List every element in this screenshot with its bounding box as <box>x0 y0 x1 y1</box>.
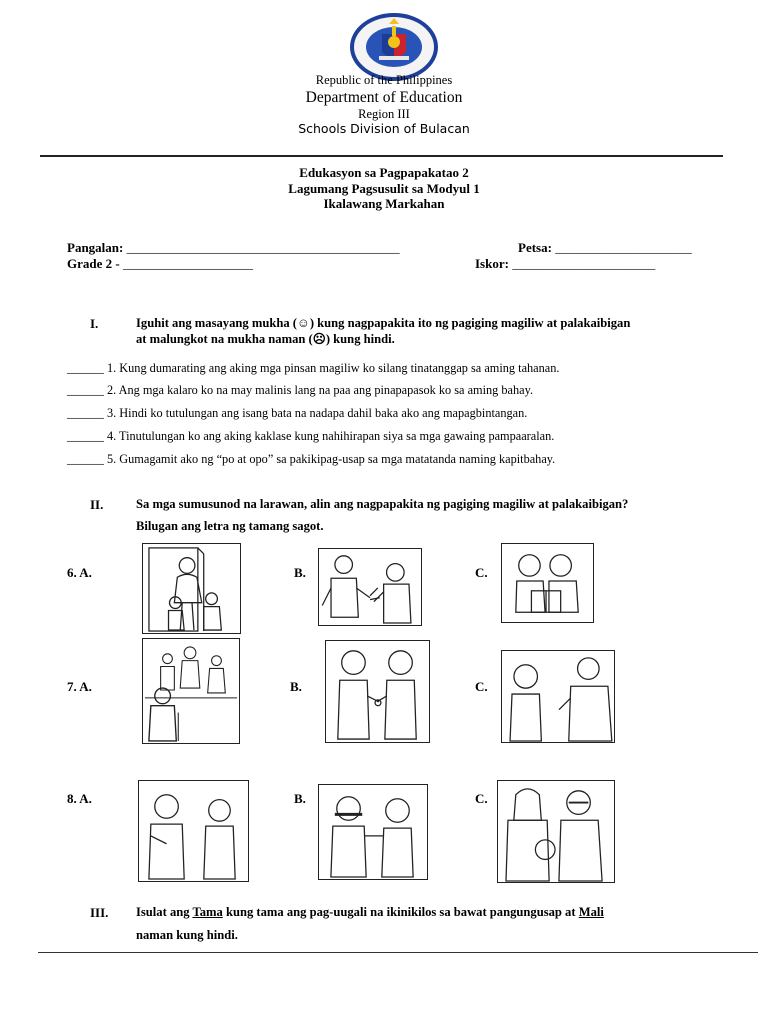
score-label: Iskor: <box>475 256 509 271</box>
footer-divider <box>38 952 758 953</box>
quarter-title: Ikalawang Markahan <box>323 196 445 211</box>
q8-label-b[interactable]: B. <box>294 791 306 806</box>
q6-picture-b <box>318 548 422 626</box>
part3-instruction-1 <box>136 905 604 920</box>
part2-instruction-2: Bilugan ang letra ng tamang sagot. <box>136 519 324 533</box>
q8-picture-a <box>138 780 249 882</box>
q7-picture-b <box>325 640 430 743</box>
part3-instruction-2: naman kung hindi. <box>136 928 238 942</box>
list-item <box>67 406 527 421</box>
q6-label-c[interactable]: C. <box>475 565 488 580</box>
q8-label-a[interactable]: 8. A. <box>67 791 92 806</box>
part3-tama: Tama <box>192 905 223 919</box>
part3-numeral: III. <box>90 905 109 920</box>
item-text: 5. Gumagamit ako ng “po at opo” sa pakikipag-usap sa mga matatanda naming kapitbahay. <box>106 452 556 466</box>
q7-picture-c <box>501 650 615 743</box>
answer-blank[interactable]: ______ <box>67 361 104 375</box>
part1-numeral: I. <box>90 316 99 331</box>
q7-label-c[interactable]: C. <box>475 679 488 694</box>
header-department: Department of Education <box>305 89 463 106</box>
name-label: Pangalan: <box>67 240 124 255</box>
grade-label: Grade 2 - <box>67 256 120 271</box>
part1-instruction-2: at malungkot na mukha naman (☹) kung hindi. <box>136 332 395 346</box>
test-title: Lagumang Pagsusulit sa Modyul 1 <box>288 181 480 196</box>
q6-label-b[interactable]: B. <box>294 565 306 580</box>
name-line[interactable]: __________________________________________ <box>126 240 400 255</box>
grade-field <box>67 256 253 272</box>
q7-label-b[interactable]: B. <box>290 679 302 694</box>
score-field <box>475 256 655 272</box>
part1-instruction-1: Iguhit ang masayang mukha (☺) kung nagpapakita ito ng pagiging magiliw at palakaibigan <box>136 316 631 330</box>
item-text: 3. Hindi ko tutulungan ang isang bata na nadapa dahil baka ako ang mapagbintangan. <box>106 406 528 420</box>
grade-line[interactable]: ____________________ <box>122 256 253 271</box>
q7-picture-a <box>142 638 240 744</box>
header-division: Schools Division of Bulacan <box>298 121 470 136</box>
deped-seal-logo <box>349 12 439 82</box>
date-field <box>518 240 692 256</box>
q8-picture-b <box>318 784 428 880</box>
date-label: Petsa: <box>518 240 552 255</box>
answer-blank[interactable]: ______ <box>67 429 104 443</box>
q6-picture-c <box>501 543 594 623</box>
item-text: 2. Ang mga kalaro ko na may malinis lang na paa ang pinapapasok ko sa aming bahay. <box>106 383 534 397</box>
part3-mali: Mali <box>578 905 604 919</box>
answer-blank[interactable]: ______ <box>67 406 104 420</box>
q6-label-a[interactable]: 6. A. <box>67 565 92 580</box>
list-item <box>67 429 554 444</box>
subject-title: Edukasyon sa Pagpapakatao 2 <box>299 165 469 180</box>
part3-text-a: Isulat ang <box>136 905 193 919</box>
list-item <box>67 361 559 376</box>
header-republic: Republic of the Philippines <box>315 73 453 87</box>
item-text: 1. Kung dumarating ang aking mga pinsan magiliw ko silang tinatanggap sa aming tahanan. <box>106 361 560 375</box>
header-region: Region III <box>358 107 410 121</box>
name-field <box>67 240 400 256</box>
q6-picture-a <box>142 543 241 634</box>
score-line[interactable]: ______________________ <box>512 256 656 271</box>
part2-instruction-1: Sa mga sumusunod na larawan, alin ang nagpapakita ng pagiging magiliw at palakaibigan? <box>136 497 629 511</box>
answer-blank[interactable]: ______ <box>67 383 104 397</box>
part3-text-b: kung tama ang pag-uugali na ikinikilos sa bawat pangungusap at <box>222 905 579 919</box>
header-divider <box>40 155 723 157</box>
q8-label-c[interactable]: C. <box>475 791 488 806</box>
answer-blank[interactable]: ______ <box>67 452 104 466</box>
q8-picture-c <box>497 780 615 883</box>
item-text: 4. Tinutulungan ko ang aking kaklase kung nahihirapan siya sa mga gawaing pampaaralan. <box>106 429 555 443</box>
part2-numeral: II. <box>90 497 104 512</box>
date-line[interactable]: _____________________ <box>555 240 692 255</box>
list-item <box>67 452 555 467</box>
q7-label-a[interactable]: 7. A. <box>67 679 92 694</box>
list-item <box>67 383 533 398</box>
